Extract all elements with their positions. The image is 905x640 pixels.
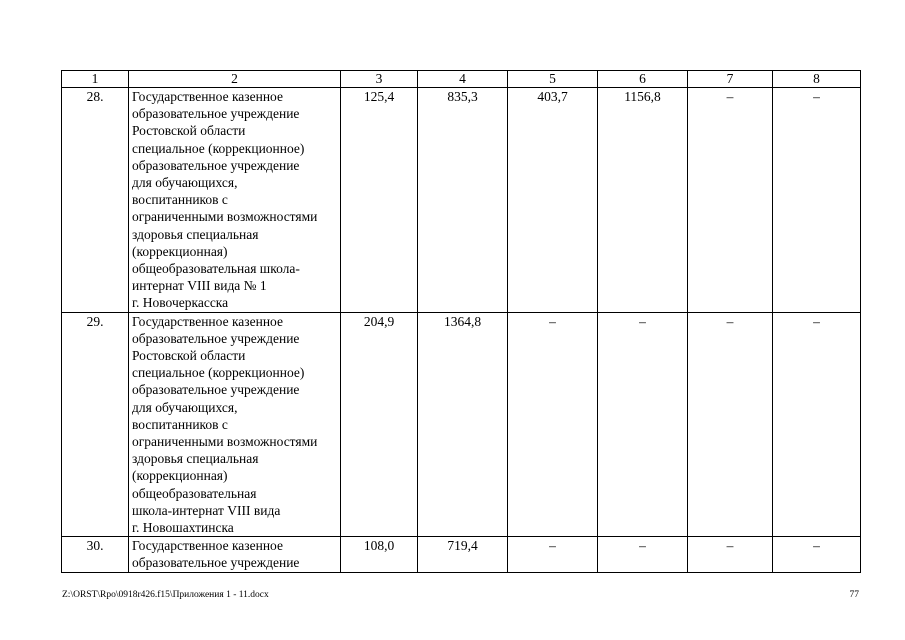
institution-name-line: образовательное учреждение — [132, 555, 300, 571]
value-cell-c5: – — [508, 312, 598, 537]
table-row — [62, 312, 861, 537]
institution-name-line: г. Новочеркасска — [132, 295, 229, 311]
column-header: 7 — [688, 71, 773, 88]
institution-name-line: здоровья специальная — [132, 226, 259, 242]
institution-name-line: Государственное казенное — [132, 313, 283, 329]
institution-name-line: (коррекционная) — [132, 468, 228, 484]
institution-name-line: воспитанников с — [132, 192, 228, 208]
table-body — [62, 71, 861, 573]
institution-name-line: воспитанников с — [132, 416, 228, 432]
value-cell-c3: 108,0 — [341, 537, 418, 572]
value-cell-c6: 1156,8 — [598, 88, 688, 313]
value-cell-c8: – — [773, 88, 861, 313]
institution-name-line: (коррекционная) — [132, 243, 228, 259]
column-header: 3 — [341, 71, 418, 88]
value-cell-c5: 403,7 — [508, 88, 598, 313]
value-cell-c3: 125,4 — [341, 88, 418, 313]
value-cell-c4: 835,3 — [418, 88, 508, 313]
institution-name — [129, 88, 341, 313]
document-file-path: Z:\ORST\Rpo\0918r426.f15\Приложения 1 - 11.docx — [62, 590, 269, 600]
institution-name-line: для обучающихся, — [132, 175, 238, 191]
column-number-row — [62, 71, 861, 88]
value-cell-c7: – — [688, 537, 773, 572]
column-header: 2 — [129, 71, 341, 88]
column-header: 1 — [62, 71, 129, 88]
column-header: 6 — [598, 71, 688, 88]
institution-name-line: образовательное учреждение — [132, 330, 300, 346]
institution-name-line: интернат VIII вида № 1 — [132, 278, 267, 294]
row-number: 29. — [62, 312, 129, 537]
value-cell-c7: – — [688, 312, 773, 537]
value-cell-c4: 1364,8 — [418, 312, 508, 537]
institution-name-line: для обучающихся, — [132, 399, 238, 415]
value-cell-c8: – — [773, 312, 861, 537]
institution-name-line: Ростовской области — [132, 348, 246, 364]
value-cell-c6: – — [598, 537, 688, 572]
column-header: 4 — [418, 71, 508, 88]
value-cell-c5: – — [508, 537, 598, 572]
column-header: 8 — [773, 71, 861, 88]
column-header: 5 — [508, 71, 598, 88]
institution-name-line: общеобразовательная школа- — [132, 261, 300, 277]
value-cell-c4: 719,4 — [418, 537, 508, 572]
institution-name-line: специальное (коррекционное) — [132, 140, 305, 156]
value-cell-c6: – — [598, 312, 688, 537]
institution-name-line: специальное (коррекционное) — [132, 365, 305, 381]
institution-name-line: ограниченными возможностями — [132, 209, 318, 225]
appendix-table — [61, 70, 861, 573]
value-cell-c3: 204,9 — [341, 312, 418, 537]
institution-name-line: образовательное учреждение — [132, 157, 300, 173]
institution-name-line: ограниченными возможностями — [132, 434, 318, 450]
institution-name-line: Государственное казенное — [132, 538, 283, 554]
value-cell-c7: – — [688, 88, 773, 313]
institution-name-line: Государственное казенное — [132, 89, 283, 104]
institution-name-line: образовательное учреждение — [132, 382, 300, 398]
table-row — [62, 537, 861, 572]
institution-name-line: Ростовской области — [132, 123, 246, 139]
row-number: 28. — [62, 88, 129, 313]
page-number: 77 — [849, 590, 859, 600]
institution-name-line: общеобразовательная — [132, 485, 257, 501]
institution-name-line: здоровья специальная — [132, 451, 259, 467]
institution-name-line: школа-интернат VIII вида — [132, 502, 281, 518]
row-number: 30. — [62, 537, 129, 572]
value-cell-c8: – — [773, 537, 861, 572]
institution-name — [129, 312, 341, 537]
institution-name-line: образовательное учреждение — [132, 106, 300, 122]
institution-name-line: г. Новошахтинска — [132, 520, 234, 536]
table-row — [62, 88, 861, 313]
institution-name — [129, 537, 341, 572]
